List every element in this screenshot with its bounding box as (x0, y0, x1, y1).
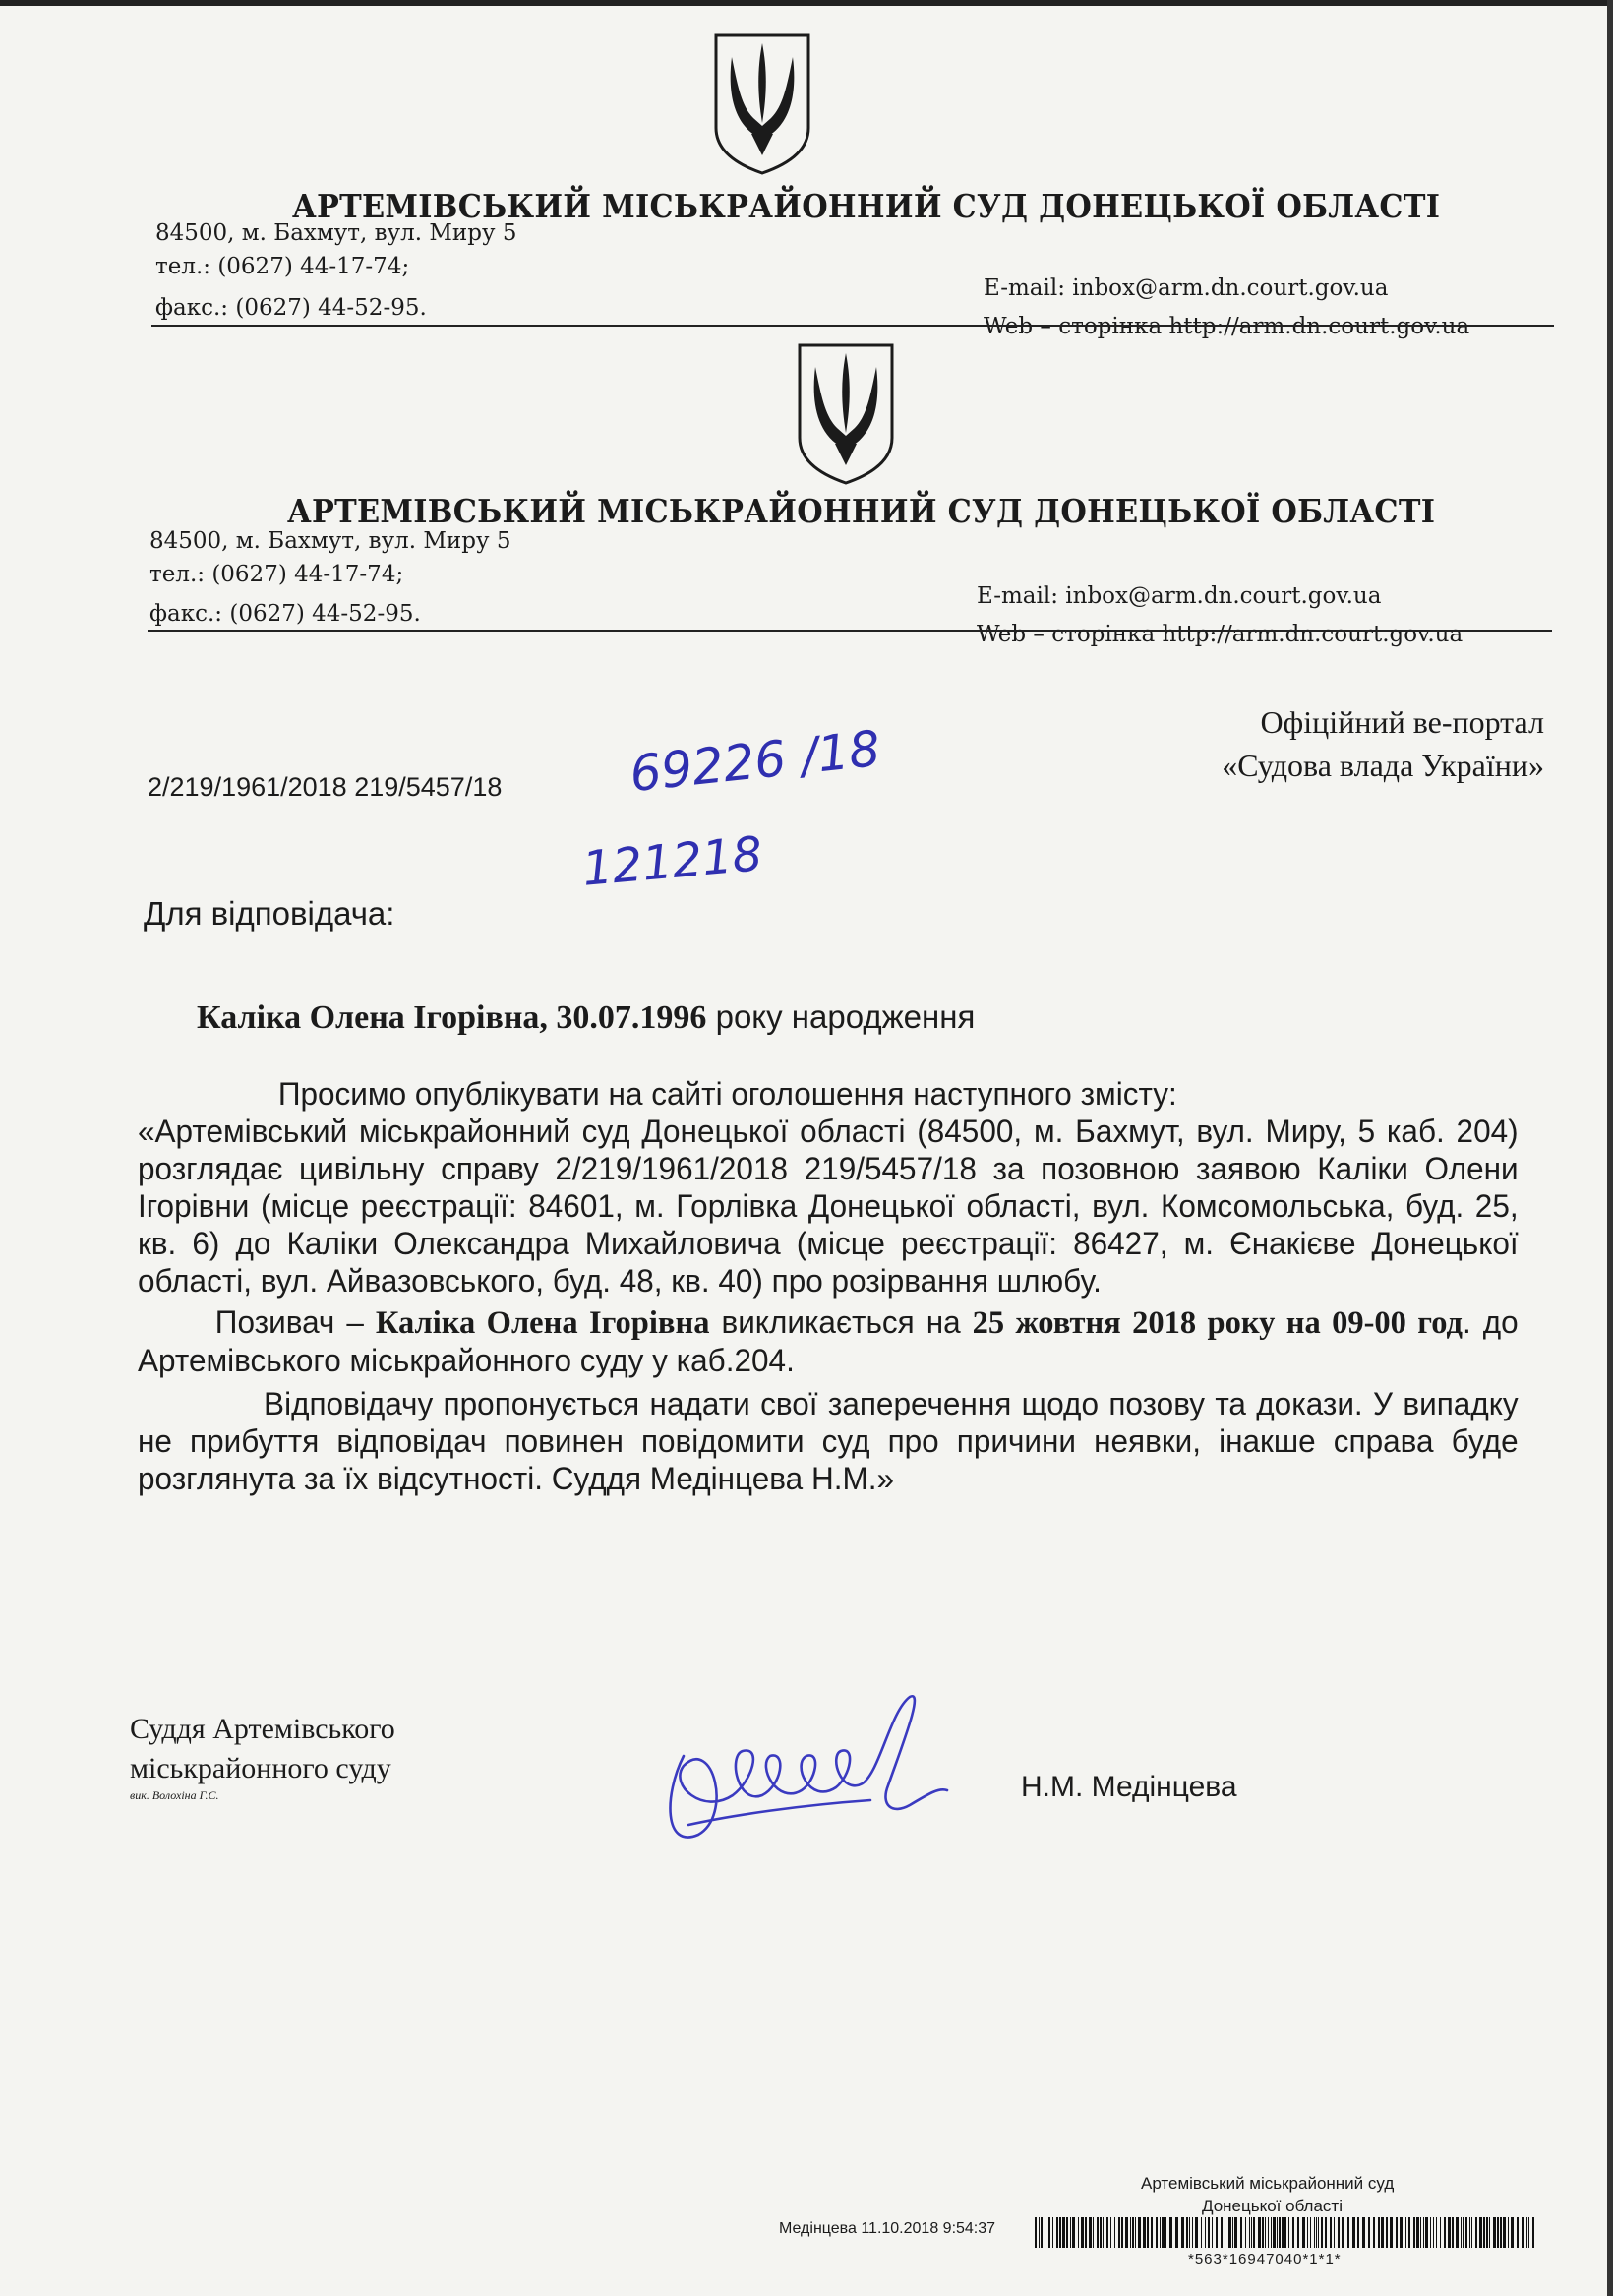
barcode-bar (1081, 2217, 1084, 2248)
recipient-line: Офіційний ве-портал (1260, 704, 1544, 740)
barcode-bar (1500, 2217, 1502, 2248)
court-address: 84500, м. Бахмут, вул. Миру 5 (149, 528, 511, 554)
barcode-bar (1143, 2217, 1146, 2248)
barcode-bar (1035, 2217, 1037, 2248)
barcode-bar (1440, 2217, 1441, 2248)
scan-edge (0, 0, 1613, 6)
barcode-bar (1114, 2217, 1115, 2248)
barcode-bar (1368, 2217, 1370, 2248)
barcode-bar (1118, 2217, 1120, 2248)
court-web: Web – сторінка http://arm.dn.court.gov.ua (977, 622, 1464, 647)
barcode-bar (1186, 2217, 1188, 2248)
barcode-bar (1413, 2217, 1415, 2248)
barcode-bar (1425, 2217, 1428, 2248)
barcode-bar (1475, 2217, 1477, 2248)
barcode-bar (1433, 2217, 1434, 2248)
barcode-bar (1456, 2217, 1459, 2248)
barcode-bar (1465, 2217, 1467, 2248)
court-name: АРТЕМІВСЬКИЙ МІСЬКРАЙОННИЙ СУД ДОНЕЦЬКОЇ ОБЛАСТІ (287, 492, 1436, 530)
barcode-bar (1132, 2217, 1134, 2248)
barcode-bar (1503, 2217, 1506, 2248)
barcode-bar (1508, 2217, 1509, 2248)
barcode-bar (1130, 2217, 1131, 2248)
court-fax: факс.: (0627) 44-52-95. (155, 295, 427, 321)
barcode-bar (1325, 2217, 1327, 2248)
scan-edge (1607, 0, 1613, 2296)
letterhead-secondary (148, 339, 1524, 664)
barcode-bar (1522, 2217, 1524, 2248)
barcode-bar (1110, 2217, 1111, 2248)
barcode-bar (1072, 2217, 1075, 2248)
barcode-bar (1205, 2217, 1206, 2248)
recipient-block (1222, 700, 1544, 787)
barcode-bar (1528, 2217, 1529, 2248)
barcode-bar (1517, 2217, 1519, 2248)
barcode-bar (1212, 2217, 1213, 2248)
barcode-bar (1268, 2217, 1269, 2248)
barcode-bar (1059, 2217, 1061, 2248)
barcode-bar (1232, 2217, 1233, 2248)
summons-text: викликається на (709, 1304, 973, 1340)
barcode-bar (1258, 2217, 1261, 2248)
barcode-bar (1245, 2217, 1246, 2248)
header-rule (151, 325, 1554, 327)
barcode-bar (1121, 2217, 1123, 2248)
barcode-bar (1400, 2217, 1403, 2248)
barcode-bar (1052, 2217, 1053, 2248)
barcode-bar (1089, 2217, 1092, 2248)
barcode-bar (1175, 2217, 1178, 2248)
stamp-court-line: Донецької області (1202, 2197, 1343, 2215)
barcode-bar (1486, 2217, 1488, 2248)
barcode-icon (1033, 2217, 1539, 2248)
handwritten-date: 121218 (579, 826, 765, 897)
barcode-bar (1292, 2217, 1294, 2248)
barcode-bar (1347, 2217, 1349, 2248)
court-address: 84500, м. Бахмут, вул. Миру 5 (155, 220, 517, 246)
announcement-intro: Просимо опублікувати на сайті оголошення наступного змісту: (277, 1076, 1177, 1112)
barcode-bar (1189, 2217, 1190, 2248)
court-phone: тел.: (0627) 44-17-74; (155, 254, 410, 279)
trident-emblem-icon (792, 339, 900, 487)
barcode-bar (1056, 2217, 1058, 2248)
respondent-notice-paragraph: Відповідачу пропонується надати свої заперечення щодо позову та докази. У випадку не прибуття відповідач повинен повідомити суд про причини неявки, інакше справа буде розглянута за їх відсутності. Суддя Медінцева Н.М.» (138, 1386, 1519, 1496)
signature-title (130, 1710, 395, 1802)
barcode-bar (1284, 2217, 1286, 2248)
court-phone: тел.: (0627) 44-17-74; (149, 562, 404, 587)
barcode-bar (1408, 2217, 1410, 2248)
header-rule (148, 630, 1552, 632)
barcode-bar (1423, 2217, 1424, 2248)
barcode-bar (1471, 2217, 1472, 2248)
barcode-bar (1390, 2217, 1393, 2248)
barcode-bar (1469, 2217, 1470, 2248)
barcode-bar (1160, 2217, 1161, 2248)
respondent-name-suffix: року народження (706, 998, 976, 1035)
barcode-bar (1216, 2217, 1218, 2248)
barcode-bar (1078, 2217, 1079, 2248)
barcode-bar (1147, 2217, 1149, 2248)
barcode-bar (1221, 2217, 1223, 2248)
barcode-bar (1106, 2217, 1108, 2248)
barcode-bar (1062, 2217, 1065, 2248)
barcode-bar (1041, 2217, 1043, 2248)
barcode-bar (1277, 2217, 1278, 2248)
barcode-bar (1100, 2217, 1102, 2248)
barcode-bar (1262, 2217, 1264, 2248)
announcement-paragraph: «Артемівський міськрайонний суд Донецької області (84500, м. Бахмут, вул. Миру, 5 каб. 204) розглядає цивільну справу 2/219/1961/2018 219/5457/18 за позовною заявою Каліки Олени Ігорівни (місце реєстрації: 84601, м. Горлівка Донецької області, вул. Комсомольська, буд. 25, кв. 6) до Каліки Олександра Михайловича (місце реєстрації: 86427, м. Єнакієве Донецької області, вул. Айвазовського, буд. 48, кв. 40) про розірвання шлюбу. (138, 1114, 1519, 1299)
barcode-bar (1511, 2217, 1514, 2248)
barcode-bar (1251, 2217, 1252, 2248)
barcode-bar (1085, 2217, 1087, 2248)
barcode-bar (1532, 2217, 1534, 2248)
barcode-bar (1342, 2217, 1344, 2248)
barcode-bar (1240, 2217, 1242, 2248)
barcode-bar (1165, 2217, 1166, 2248)
barcode-bar (1310, 2217, 1311, 2248)
signature-title-line: Суддя Артемівського (130, 1713, 395, 1745)
barcode-bar (1396, 2217, 1398, 2248)
barcode-bar (1125, 2217, 1128, 2248)
barcode-bar (1321, 2217, 1323, 2248)
barcode-bar (1461, 2217, 1462, 2248)
hearing-date: 25 жовтня 2018 року на 09-00 год (972, 1305, 1463, 1341)
court-fax: факс.: (0627) 44-52-95. (149, 601, 421, 627)
handwritten-signature (644, 1677, 949, 1864)
barcode-text: *563*16947040*1*1* (1188, 2251, 1342, 2267)
respondent-heading: Для відповідача: (144, 895, 395, 932)
barcode-bar (1048, 2217, 1050, 2248)
barcode-bar (1386, 2217, 1388, 2248)
barcode-bar (1436, 2217, 1437, 2248)
barcode-bar (1405, 2217, 1406, 2248)
barcode-bar (1228, 2217, 1231, 2248)
barcode-bar (1334, 2217, 1335, 2248)
judge-name: Н.М. Медінцева (1021, 1771, 1237, 1803)
case-number: 2/219/1961/2018 219/5457/18 (148, 772, 503, 802)
barcode-bar (1265, 2217, 1266, 2248)
barcode-bar (1318, 2217, 1319, 2248)
barcode-bar (1195, 2217, 1198, 2248)
barcode-bar (1373, 2217, 1375, 2248)
court-email: E-mail: inbox@arm.dn.court.gov.ua (977, 583, 1382, 609)
barcode-bar (1279, 2217, 1281, 2248)
respondent-name-bold: Каліка Олена Ігорівна, 30.07.1996 (197, 999, 707, 1036)
registration-stamp (767, 2169, 1544, 2292)
barcode-bar (1316, 2217, 1317, 2248)
barcode-bar (1378, 2217, 1380, 2248)
respondent-name (197, 998, 975, 1037)
barcode-bar (1039, 2217, 1040, 2248)
barcode-bar (1352, 2217, 1355, 2248)
trident-emblem-icon (708, 30, 816, 177)
signature-title-line: міськрайонного суду (130, 1752, 391, 1784)
court-email: E-mail: inbox@arm.dn.court.gov.ua (984, 275, 1389, 301)
announcement-body (138, 1075, 1519, 1497)
barcode-bar (1307, 2217, 1308, 2248)
barcode-bar (1234, 2217, 1237, 2248)
barcode-bar (1192, 2217, 1193, 2248)
barcode-bar (1138, 2217, 1141, 2248)
barcode-bar (1483, 2217, 1485, 2248)
letterhead-primary (148, 30, 1524, 354)
barcode-bar (1381, 2217, 1384, 2248)
barcode-bar (1135, 2217, 1136, 2248)
barcode-bar (1497, 2217, 1499, 2248)
barcode-bar (1430, 2217, 1431, 2248)
court-name: АРТЕМІВСЬКИЙ МІСЬКРАЙОННИЙ СУД ДОНЕЦЬКОЇ ОБЛАСТІ (292, 187, 1441, 225)
barcode-bar (1208, 2217, 1210, 2248)
barcode-bar (1420, 2217, 1421, 2248)
barcode-bar (1526, 2217, 1527, 2248)
barcode-bar (1493, 2217, 1496, 2248)
barcode-bar (1288, 2217, 1289, 2248)
stamp-court-line: Артемівський міськрайонний суд (1141, 2174, 1395, 2193)
barcode-bar (1162, 2217, 1165, 2248)
barcode-bar (1201, 2217, 1202, 2248)
barcode-bar (1448, 2217, 1451, 2248)
barcode-bar (1282, 2217, 1284, 2248)
barcode-bar (1416, 2217, 1419, 2248)
barcode-bar (1181, 2217, 1184, 2248)
barcode-bar (1169, 2217, 1172, 2248)
barcode-bar (1097, 2217, 1099, 2248)
barcode-bar (1452, 2217, 1454, 2248)
barcode-bar (1489, 2217, 1490, 2248)
executor-note: вик. Волохіна Г.С. (130, 1788, 219, 1802)
barcode-bar (1463, 2217, 1464, 2248)
summons-text: . до Артемівського міськрайонного суду у каб.204. (138, 1304, 1519, 1378)
barcode-bar (1249, 2217, 1250, 2248)
barcode-bar (1357, 2217, 1359, 2248)
barcode-bar (1070, 2217, 1071, 2248)
barcode-bar (1302, 2217, 1305, 2248)
recipient-line: «Судова влада України» (1222, 748, 1544, 783)
barcode-bar (1362, 2217, 1365, 2248)
barcode-bar (1156, 2217, 1158, 2248)
barcode-bar (1093, 2217, 1094, 2248)
barcode-bar (1253, 2217, 1255, 2248)
barcode-bar (1271, 2217, 1272, 2248)
summons-paragraph (138, 1303, 1519, 1379)
plaintiff-name: Каліка Олена Ігорівна (375, 1305, 710, 1341)
barcode-bar (1103, 2217, 1104, 2248)
barcode-bar (1314, 2217, 1315, 2248)
barcode-bar (1297, 2217, 1299, 2248)
barcode-bar (1444, 2217, 1446, 2248)
handwritten-reg-number: 69226 /18 (627, 719, 883, 804)
barcode-bar (1151, 2217, 1153, 2248)
summons-text: Позивач – (214, 1304, 376, 1340)
stamp-timestamp: Медінцева 11.10.2018 9:54:37 (779, 2220, 996, 2237)
court-web: Web – сторінка http://arm.dn.court.gov.ua (984, 314, 1470, 339)
barcode-bar (1273, 2217, 1276, 2248)
barcode-bar (1338, 2217, 1340, 2248)
barcode-bar (1066, 2217, 1068, 2248)
barcode-bar (1479, 2217, 1482, 2248)
barcode-bar (1330, 2217, 1332, 2248)
